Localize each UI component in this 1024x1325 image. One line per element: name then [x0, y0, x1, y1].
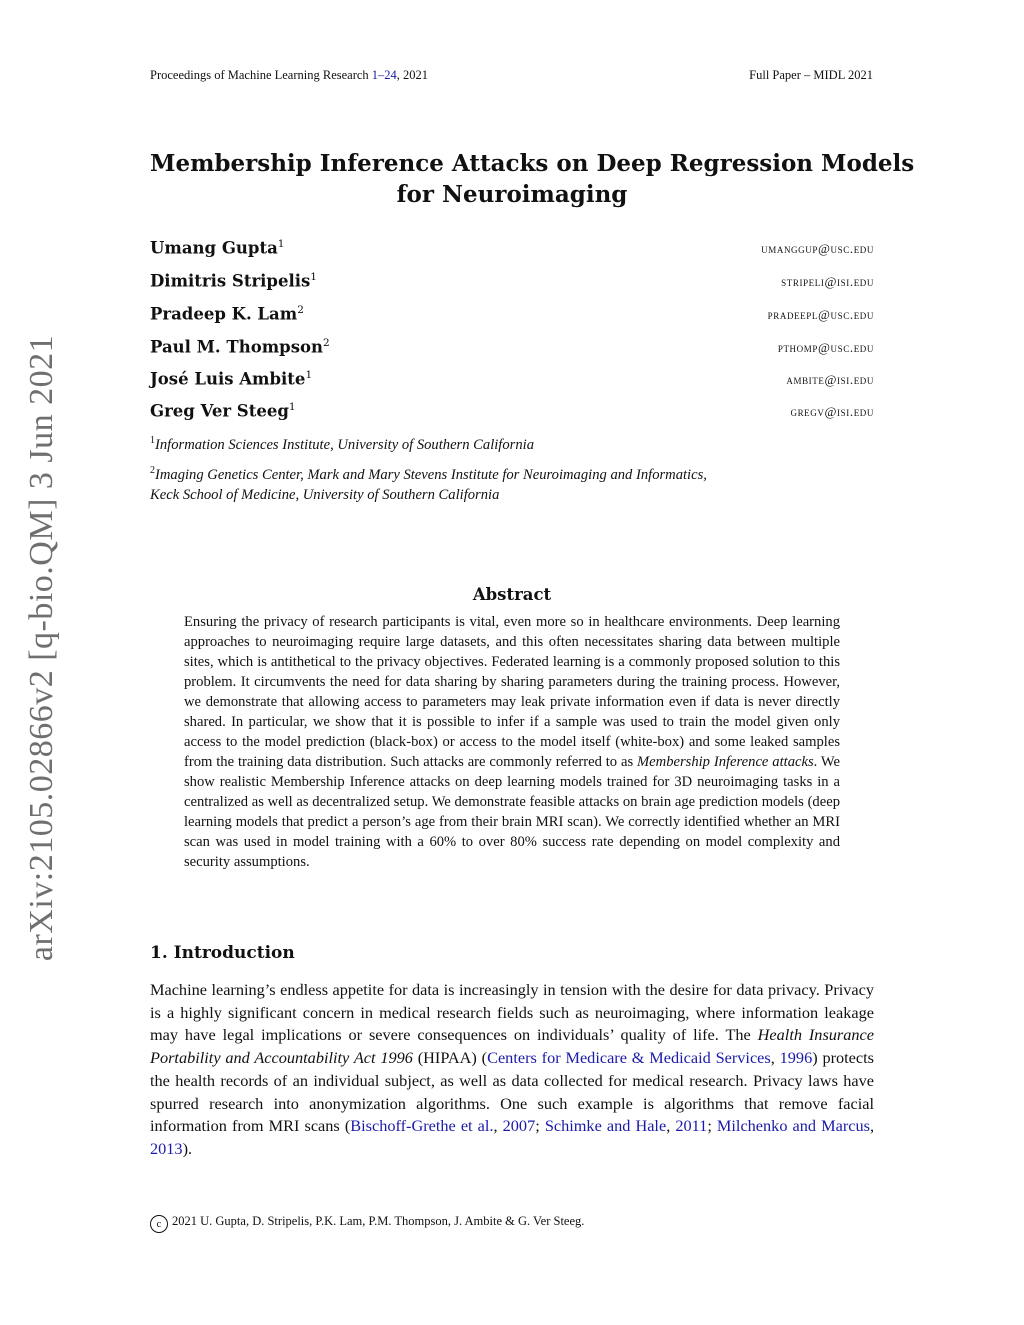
author-row	[150, 271, 874, 297]
abstract-text	[184, 612, 840, 872]
author-name-text: José Luis Ambite	[150, 369, 306, 389]
arxiv-identifier-stamp: arXiv:2105.02866v2 [q-bio.QM] 3 Jun 2021	[23, 334, 60, 962]
affiliation-mark: 1	[150, 435, 155, 446]
citation-link[interactable]: Bischoff-Grethe et al.	[350, 1116, 494, 1136]
author-affil-mark: 1	[310, 271, 317, 283]
affiliation-text-line2: Keck School of Medicine, University of Southern California	[150, 486, 500, 503]
title-line-1: Membership Inference Attacks on Deep Regression Models	[150, 150, 915, 177]
author-email[interactable]: gregv@isi.edu	[790, 404, 874, 419]
author-name-text: Paul M. Thompson	[150, 337, 323, 357]
author-name-text: Pradeep K. Lam	[150, 304, 298, 324]
citation-year-link[interactable]: 1996	[779, 1048, 813, 1068]
affiliation-mark: 2	[150, 465, 155, 476]
author-email[interactable]: stripeli@isi.edu	[781, 274, 874, 289]
author-email[interactable]: pthomp@usc.edu	[777, 340, 874, 355]
author-affil-mark: 2	[297, 304, 304, 316]
running-header-left	[150, 68, 428, 83]
citation-link[interactable]: Centers for Medicare & Medicaid Services	[487, 1048, 771, 1068]
citation-year-link[interactable]: 2013	[150, 1138, 183, 1158]
affiliation-text: Imaging Genetics Center, Mark and Mary Stevens Institute for Neuroimaging and Informatics,	[155, 466, 707, 483]
citation-link[interactable]: Schimke and Hale	[544, 1116, 667, 1136]
author-name	[150, 369, 312, 389]
section-heading-introduction: 1. Introduction	[150, 943, 295, 963]
citation-year-link[interactable]: 2011	[675, 1116, 708, 1136]
header-proceedings: Proceedings of Machine Learning Research	[150, 68, 372, 82]
affiliation-1	[150, 431, 880, 455]
author-row	[150, 304, 874, 330]
author-affil-mark: 1	[288, 401, 296, 413]
running-header-right: Full Paper – MIDL 2021	[749, 68, 873, 82]
intro-text: (HIPAA) (	[412, 1048, 488, 1068]
introduction-paragraph	[150, 979, 874, 1161]
paper-title	[150, 148, 915, 210]
intro-emphasis: Health Insurance Portability and Accountability Act 1996	[150, 1025, 874, 1068]
abstract-heading: Abstract	[472, 585, 552, 604]
citation-link[interactable]: Milchenko and Marcus	[716, 1116, 870, 1136]
abstract-text-part: Ensuring the privacy of research participants is vital, even more so in healthcare environments. Deep learning approaches to neuroimaging require large datasets, and this often necessitates sharing data between multiple sites, which is antithetical to the privacy objectives. Federated learning is a commonly proposed solution to this problem. It circumvents the need for data sharing by sharing parameters during the training process. However, we demonstrate that allowing access to parameters may leak private information even if data is never directly shared. In particular, we show that it is possible to infer if a sample was used to train the model given only access to the model prediction (black-box) or access to the model itself (white-box) and some leaked samples from the training data distribution. Such attacks are commonly referred to as	[184, 614, 840, 770]
author-name	[150, 401, 296, 421]
abstract-emphasis: Membership Inference attacks	[637, 754, 814, 770]
abstract-text-part: . We show realistic Membership Inference attacks on deep learning models trained for 3D neuroimaging tasks in a centralized as well as decentralized setup. We demonstrate feasible attacks on brain age prediction models (deep learning models that predict a person’s age from their brain MRI scan). We correctly identified whether an MRI scan was used in model training with a 60% to over 80% success rate depending on model complexity and security assumptions.	[184, 754, 840, 870]
intro-text: ) protects the health records of an individual subject, as well as data collected for medical research. Privacy laws have spurred research into anonymization algorithms. One such example is algorithms that remove facial information from MRI scans (	[150, 1048, 874, 1136]
header-year: , 2021	[396, 68, 429, 82]
title-line-2: for Neuroimaging	[396, 181, 628, 208]
author-row	[150, 238, 874, 264]
author-affil-mark: 2	[322, 337, 330, 349]
author-name-text: Umang Gupta	[150, 238, 278, 258]
intro-text: Machine learning’s endless appetite for data is increasingly in tension with the desire for data privacy. Privacy is a highly significant concern in medical research fields such as neuroimaging, where information leakage may have legal implications or severe consequences on individuals’ quality of life. The	[150, 980, 874, 1045]
author-name	[150, 304, 304, 324]
copyright-notice	[150, 1214, 584, 1233]
author-row	[150, 369, 874, 395]
citation-separator: ,	[666, 1116, 676, 1136]
author-name-text: Greg Ver Steeg	[150, 401, 289, 421]
author-name	[150, 271, 317, 291]
citation-year-link[interactable]: 2007	[502, 1116, 536, 1136]
header-pages-link[interactable]: 1–24	[371, 68, 397, 82]
author-name	[150, 238, 284, 258]
author-affil-mark: 1	[277, 238, 285, 250]
citation-separator: ,	[869, 1116, 875, 1136]
author-row	[150, 401, 874, 427]
author-name-text: Dimitris Stripelis	[150, 271, 311, 291]
author-email[interactable]: ambite@isi.edu	[786, 372, 874, 387]
affiliation-text: Information Sciences Institute, University of Southern California	[155, 436, 534, 453]
citation-separator: ;	[535, 1116, 545, 1136]
author-email[interactable]: pradeepl@usc.edu	[767, 307, 874, 322]
copyright-text: 2021 U. Gupta, D. Stripelis, P.K. Lam, P.M. Thompson, J. Ambite & G. Ver Steeg.	[172, 1214, 585, 1228]
citation-separator: ;	[707, 1116, 717, 1136]
affiliation-2	[150, 461, 880, 505]
citation-separator: ,	[493, 1116, 503, 1136]
copyright-icon: c	[150, 1215, 168, 1233]
author-affil-mark: 1	[305, 369, 313, 381]
author-row	[150, 337, 874, 363]
citation-separator: ,	[770, 1048, 780, 1068]
author-email[interactable]: umanggup@usc.edu	[761, 241, 874, 256]
author-name	[150, 337, 330, 357]
intro-text: ).	[182, 1138, 193, 1158]
